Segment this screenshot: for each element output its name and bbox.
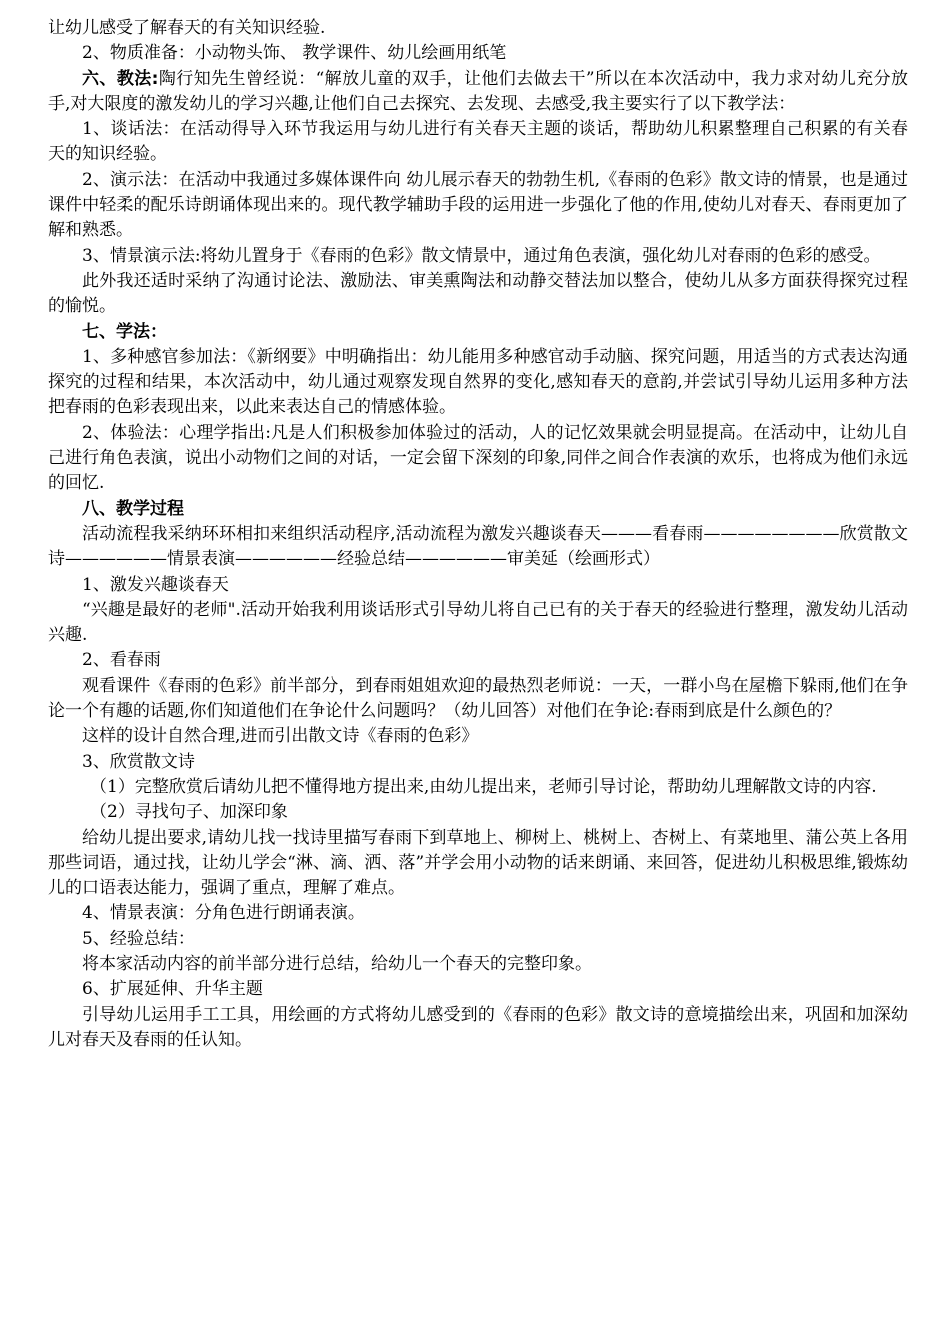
step-2-title: 2、看春雨 xyxy=(82,650,161,671)
paragraph-step-2: 观看课件《春雨的色彩》前半部分，到春雨姐姐欢迎的最热烈老师说：一天，一群小鸟在屋檐下躲雨,他们在争论一个有趣的话题,你们知道他们在争论什么问题吗？（幼儿回答）对他们在争论:春雨到底是什么颜色的？ xyxy=(48,675,908,722)
process-heading: 八、教学过程 xyxy=(82,498,184,519)
paragraph-step-6: 引导幼儿运用手工工具，用绘画的方式将幼儿感受到的《春雨的色彩》散文诗的意境描绘出来，巩固和加深幼儿对春天及春雨的任认知。 xyxy=(48,1004,908,1050)
step-4-title: 4、情景表演：分角色进行朗诵表演。 xyxy=(82,903,365,924)
paragraph-multi-sense-method: 1、多种感官参加法：《新纲要》中明确指出：幼儿能用多种感官动手动脑、探究问题，用适当的方式表达沟通探究的过程和结果，本次活动中，幼儿通过观察发现自然界的变化,感知春天的意韵,并尝试引导幼儿运用多种方法把春雨的色彩表现出来，以此来表达自己的情感体验。 xyxy=(48,346,908,418)
teaching-method-heading: 六、教法: xyxy=(82,68,159,89)
paragraph-intro-end: 让幼儿感受了解春天的有关知识经验. xyxy=(48,18,326,38)
section-teaching-method xyxy=(48,67,908,118)
paragraph-talk-method: 1、谈话法：在活动得导入环节我运用与幼儿进行有关春天主题的谈话，帮助幼儿积累整理自己积累的有关春天的知识经验。 xyxy=(48,119,908,165)
paragraph-material-prep: 2、物质准备：小动物头饰、 教学课件、幼儿绘画用纸笔 xyxy=(82,43,507,64)
paragraph-experience-method: 2、体验法：心理学指出:凡是人们积极参加体验过的活动，人的记忆效果就会明显提高。在活动中，让幼儿自己进行角色表演，说出小动物们之间的对话，一定会留下深刻的印象,同伴之间合作表演的欢乐，也将成为他们永远的回忆. xyxy=(48,422,908,494)
paragraph-step-3-2: 给幼儿提出要求,请幼儿找一找诗里描写春雨下到草地上、柳树上、桃树上、杏树上、有菜地里、蒲公英上各用那些词语，通过找，让幼儿学会“淋、滴、洒、落”并学会用小动物的话来朗诵、来回答，促进幼儿积极思维,锻炼幼儿的口语表达能力，强调了重点，理解了难点。 xyxy=(48,827,908,899)
document-page xyxy=(48,16,908,1053)
paragraph-step-3-2-title: （2）寻找句子、加深印象 xyxy=(90,802,288,823)
step-6-title: 6、扩展延伸、升华主题 xyxy=(82,979,263,1000)
paragraph-scene-demo-method: 3、情景演示法:将幼儿置身于《春雨的色彩》散文情景中，通过角色表演，强化幼儿对春雨的色彩的感受。 xyxy=(82,245,881,266)
paragraph-step-3-1: （1）完整欣赏后请幼儿把不懂得地方提出来,由幼儿提出来，老师引导讨论，帮助幼儿理解散文诗的内容. xyxy=(90,776,877,797)
learning-method-heading: 七、学法： xyxy=(82,321,167,342)
teaching-method-intro: 陶行知先生曾经说：“解放儿童的双手，让他们去做去干”所以在本次活动中，我力求对幼儿充分放手,对大限度的激发幼儿的学习兴趣,让他们自己去探究、去发现、去感受,我主要实行了以下教学法： xyxy=(48,68,908,114)
step-3-title: 3、欣赏散文诗 xyxy=(82,751,195,772)
paragraph-other-methods: 此外我还适时采纳了沟通讨论法、激励法、审美熏陶法和动静交替法加以整合，使幼儿从多方面获得探究过程的愉悦。 xyxy=(48,270,908,317)
paragraph-step-1: “兴趣是最好的老师".活动开始我利用谈话形式引导幼儿将自己已有的关于春天的经验进行整理，激发幼儿活动兴趣. xyxy=(48,599,908,646)
step-5-title: 5、经验总结： xyxy=(82,928,195,949)
paragraph-demo-method: 2、演示法：在活动中我通过多媒体课件向 幼儿展示春天的勃勃生机,《春雨的色彩》散文诗的情景，也是通过课件中轻柔的配乐诗朗诵体现出来的。现代教学辅助手段的运用进一步强化了他的作用,使幼儿对春天、春雨更加了解和熟悉。 xyxy=(48,169,908,241)
paragraph-step-5: 将本家活动内容的前半部分进行总结，给幼儿一个春天的完整印象。 xyxy=(82,953,592,974)
paragraph-step-2-design: 这样的设计自然合理,进而引出散文诗《春雨的色彩》 xyxy=(82,726,479,747)
step-1-title: 1、激发兴趣谈春天 xyxy=(82,574,229,595)
paragraph-process-flow: 活动流程我采纳环环相扣来组织活动程序,活动流程为激发兴趣谈春天———看春雨————————欣赏散文诗——————情景表演——————经验总结——————审美延（绘画形式） xyxy=(48,523,908,570)
